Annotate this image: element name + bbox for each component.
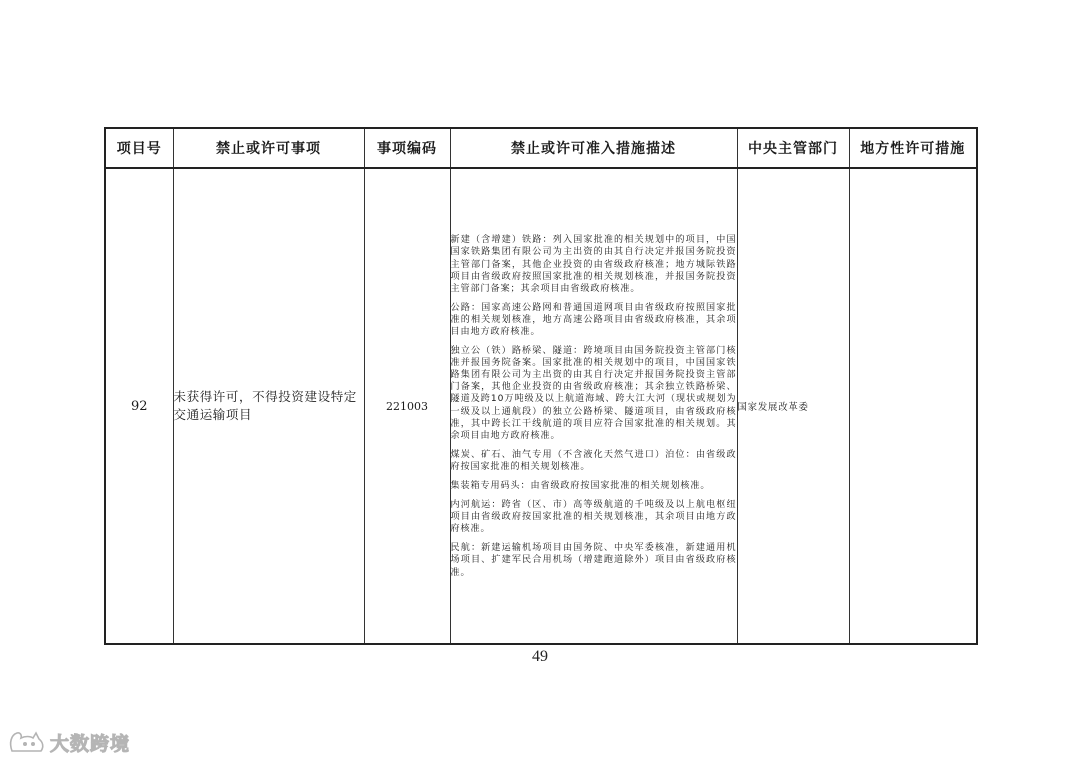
table-row xyxy=(105,168,977,644)
row-item-number: 92 xyxy=(105,168,173,644)
row-matter: 未获得许可，不得投资建设特定交通运输项目 xyxy=(173,168,364,644)
row-code: 221003 xyxy=(364,168,450,644)
header-item-number: 项目号 xyxy=(105,128,173,168)
page-number: 49 xyxy=(532,648,548,665)
description-civil-aviation: 民航：新建运输机场项目由国务院、中央军委核准，新建通用机场项目、扩建军民合用机场（增建跑道除外）项目由省级政府核准。 xyxy=(450,543,737,578)
description-container-terminal: 集装箱专用码头：由省级政府按国家批准的相关规划核准。 xyxy=(450,481,711,492)
row-local-measures xyxy=(849,168,977,644)
header-item-code: 事项编码 xyxy=(364,128,450,168)
watermark xyxy=(8,727,130,757)
header-item-matter: 禁止或许可事项 xyxy=(173,128,364,168)
row-description-cell xyxy=(450,168,737,644)
row-central-department: 国家发展改革委 xyxy=(737,168,849,644)
cat-logo-icon xyxy=(8,729,46,755)
permit-table xyxy=(104,127,978,645)
description-bridges-tunnels: 独立公（铁）路桥梁、隧道：跨境项目由国务院投资主管部门核准并报国务院备案。国家批准的相关规划中的项目，中国国家铁路集团有限公司为主出资的由其自行决定并报国务院投资主管部门备案，其他企业投资的由省级政府核准；其余独立铁路桥梁、隧道及跨10万吨级及以上航道海域、跨大江大河（现状或规划为一级及以上通航段）的独立公路桥梁、隧道项目，由省级政府核准，其中跨长江干线航道的项目应符合国家批准的相关规划。其余项目由地方政府核准。 xyxy=(450,346,737,441)
description-highway: 公路：国家高速公路网和普通国道网项目由省级政府按照国家批准的相关规划核准，地方高速公路项目由省级政府核准，其余项目由地方政府核准。 xyxy=(450,302,737,337)
description-inland-waterway: 内河航运：跨省（区、市）高等级航道的千吨级及以上航电枢纽项目由省级政府按国家批准的相关规划核准，其余项目由地方政府核准。 xyxy=(450,500,737,535)
header-measure-description: 禁止或许可准入措施描述 xyxy=(450,128,737,168)
header-central-department: 中央主管部门 xyxy=(737,128,849,168)
header-local-measures: 地方性许可措施 xyxy=(849,128,977,168)
table-header-row xyxy=(105,128,977,168)
description-berths: 煤炭、矿石、油气专用（不含液化天然气进口）泊位：由省级政府按国家批准的相关规划核准。 xyxy=(450,449,737,472)
watermark-text: 大数跨境 xyxy=(50,732,131,755)
description-railway: 新建（含增建）铁路：列入国家批准的相关规划中的项目，中国国家铁路集团有限公司为主出资的由其自行决定并报国务院投资主管部门备案，其他企业投资的由省级政府核准；地方城际铁路项目由省级政府按照国家批准的相关规划核准，并报国务院投资主管部门备案；其余项目由省级政府核准。 xyxy=(450,235,737,294)
